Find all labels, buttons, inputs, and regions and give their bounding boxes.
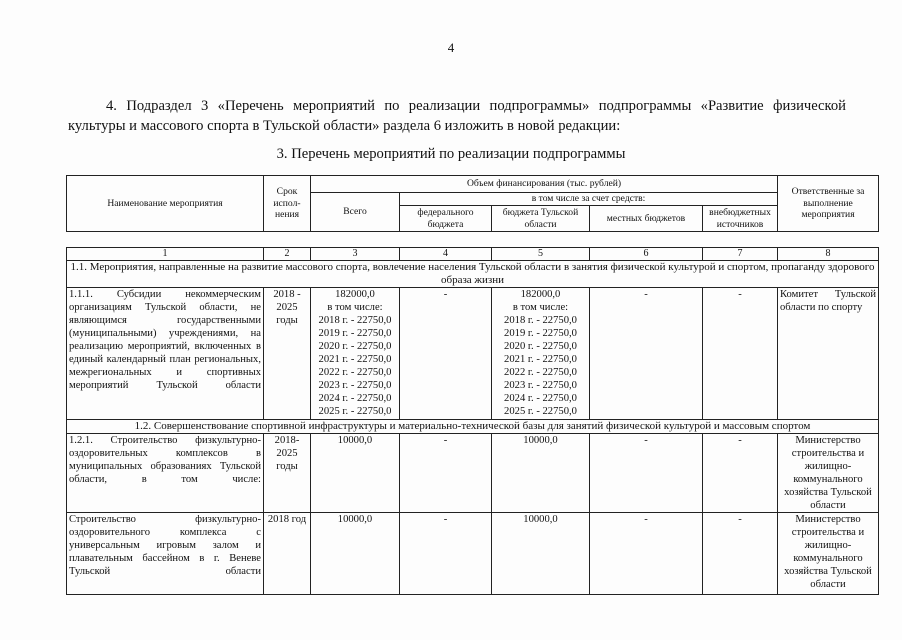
header-name: Наименование мероприятия bbox=[67, 176, 264, 232]
measure-offbudget: - bbox=[703, 513, 778, 595]
measure-local: - bbox=[590, 434, 703, 513]
column-number: 3 bbox=[311, 248, 400, 261]
year-line: 2018 г. - 22750,0 bbox=[504, 315, 577, 326]
regional-sub-label: в том числе: bbox=[512, 302, 569, 313]
section-title-1-1: 1.1. Мероприятия, направленные на развитие массового спорта, вовлечение населения Тульской области в занятия физической культурой и спортом, пропаганду здорового образа жизни bbox=[67, 261, 879, 288]
year-line: 2024 г. - 22750,0 bbox=[504, 393, 577, 404]
measure-name: 1.1.1. Субсидии некоммерческим организациям Тульской области, не являющимся государственными (муниципальными) учреждениями, на реализацию мероприятий, включенных в единый календарный план региональных, межрегиональных и спортивных мероприятий Тульской области bbox=[67, 288, 264, 420]
year-line: 2020 г. - 22750,0 bbox=[318, 341, 392, 352]
section-title: 3. Перечень мероприятий по реализации подпрограммы bbox=[276, 146, 626, 162]
measure-local: - bbox=[590, 513, 703, 595]
year-line: 2019 г. - 22750,0 bbox=[318, 328, 392, 339]
year-line: 2024 г. - 22750,0 bbox=[318, 393, 392, 404]
table-row bbox=[67, 288, 879, 420]
header-regional: бюджета Тульской области bbox=[492, 206, 590, 232]
column-number-row bbox=[67, 248, 879, 261]
header-table bbox=[66, 175, 879, 232]
table-row bbox=[67, 434, 879, 513]
measures-table bbox=[66, 247, 879, 595]
year-line: 2023 г. - 22750,0 bbox=[318, 380, 392, 391]
year-line: 2023 г. - 22750,0 bbox=[504, 380, 577, 391]
measure-offbudget: - bbox=[703, 288, 778, 420]
year-line: 2025 г. - 22750,0 bbox=[504, 406, 577, 417]
column-number: 8 bbox=[778, 248, 879, 261]
total-sub-label: в том числе: bbox=[327, 302, 383, 313]
measure-term: 2018 - 2025 годы bbox=[264, 288, 311, 420]
column-number: 1 bbox=[67, 248, 264, 261]
measure-responsible: Министерство строительства и жилищно-коммунального хозяйства Тульской области bbox=[778, 434, 879, 513]
table-row bbox=[67, 513, 879, 595]
measure-offbudget: - bbox=[703, 434, 778, 513]
measure-federal: - bbox=[400, 434, 492, 513]
header-offbudget: внебюджетных источников bbox=[703, 206, 778, 232]
measure-responsible: Комитет Тульской области по спорту bbox=[778, 288, 879, 420]
total-value: 182000,0 bbox=[335, 289, 375, 300]
page-number: 4 bbox=[447, 40, 455, 55]
header-local: местных бюджетов bbox=[590, 206, 703, 232]
column-number: 4 bbox=[400, 248, 492, 261]
measure-name: 1.2.1. Строительство физкультурно-оздоровительных комплексов в муниципальных образованиях Тульской области, в том числе: bbox=[67, 434, 264, 513]
measure-regional: 10000,0 bbox=[492, 434, 590, 513]
year-line: 2021 г. - 22750,0 bbox=[504, 354, 577, 365]
header-including: в том числе за счет средств: bbox=[400, 193, 778, 206]
measure-term: 2018-2025 годы bbox=[264, 434, 311, 513]
header-responsible: Ответственные за выполнение мероприятия bbox=[778, 176, 879, 232]
measure-federal: - bbox=[400, 288, 492, 420]
measure-total bbox=[311, 288, 400, 420]
intro-paragraph: 4. Подраздел 3 «Перечень мероприятий по реализации подпрограммы» подпрограммы «Развитие физической культуры и массового спорта в Тульской области» раздела 6 изложить в новой редакции: bbox=[68, 98, 846, 134]
year-line: 2022 г. - 22750,0 bbox=[318, 367, 392, 378]
section-header-row bbox=[67, 420, 879, 434]
measure-total: 10000,0 bbox=[311, 434, 400, 513]
measure-regional: 10000,0 bbox=[492, 513, 590, 595]
year-line: 2021 г. - 22750,0 bbox=[318, 354, 392, 365]
section-header-row bbox=[67, 261, 879, 288]
measure-name: Строительство физкультурно-оздоровительного комплекса с универсальным игровым залом и плавательным бассейном в г. Веневе Тульской области bbox=[67, 513, 264, 595]
section-title-1-2: 1.2. Совершенствование спортивной инфраструктуры и материально-технической базы для занятий физической культурой и массовым спортом bbox=[67, 420, 879, 434]
year-line: 2025 г. - 22750,0 bbox=[318, 406, 392, 417]
header-funding: Объем финансирования (тыс. рублей) bbox=[311, 176, 778, 193]
measure-term: 2018 год bbox=[264, 513, 311, 595]
header-term: Срок испол-нения bbox=[264, 176, 311, 232]
year-line: 2018 г. - 22750,0 bbox=[318, 315, 392, 326]
measure-regional bbox=[492, 288, 590, 420]
header-total: Всего bbox=[311, 193, 400, 232]
regional-value: 182000,0 bbox=[520, 289, 561, 300]
year-line: 2020 г. - 22750,0 bbox=[504, 341, 577, 352]
measure-local: - bbox=[590, 288, 703, 420]
year-line: 2022 г. - 22750,0 bbox=[504, 367, 577, 378]
year-line: 2019 г. - 22750,0 bbox=[504, 328, 577, 339]
column-number: 6 bbox=[590, 248, 703, 261]
column-number: 2 bbox=[264, 248, 311, 261]
column-number: 7 bbox=[703, 248, 778, 261]
header-federal: федерального бюджета bbox=[400, 206, 492, 232]
measure-total: 10000,0 bbox=[311, 513, 400, 595]
measure-federal: - bbox=[400, 513, 492, 595]
column-number: 5 bbox=[492, 248, 590, 261]
measure-responsible: Министерство строительства и жилищно-коммунального хозяйства Тульской области bbox=[778, 513, 879, 595]
